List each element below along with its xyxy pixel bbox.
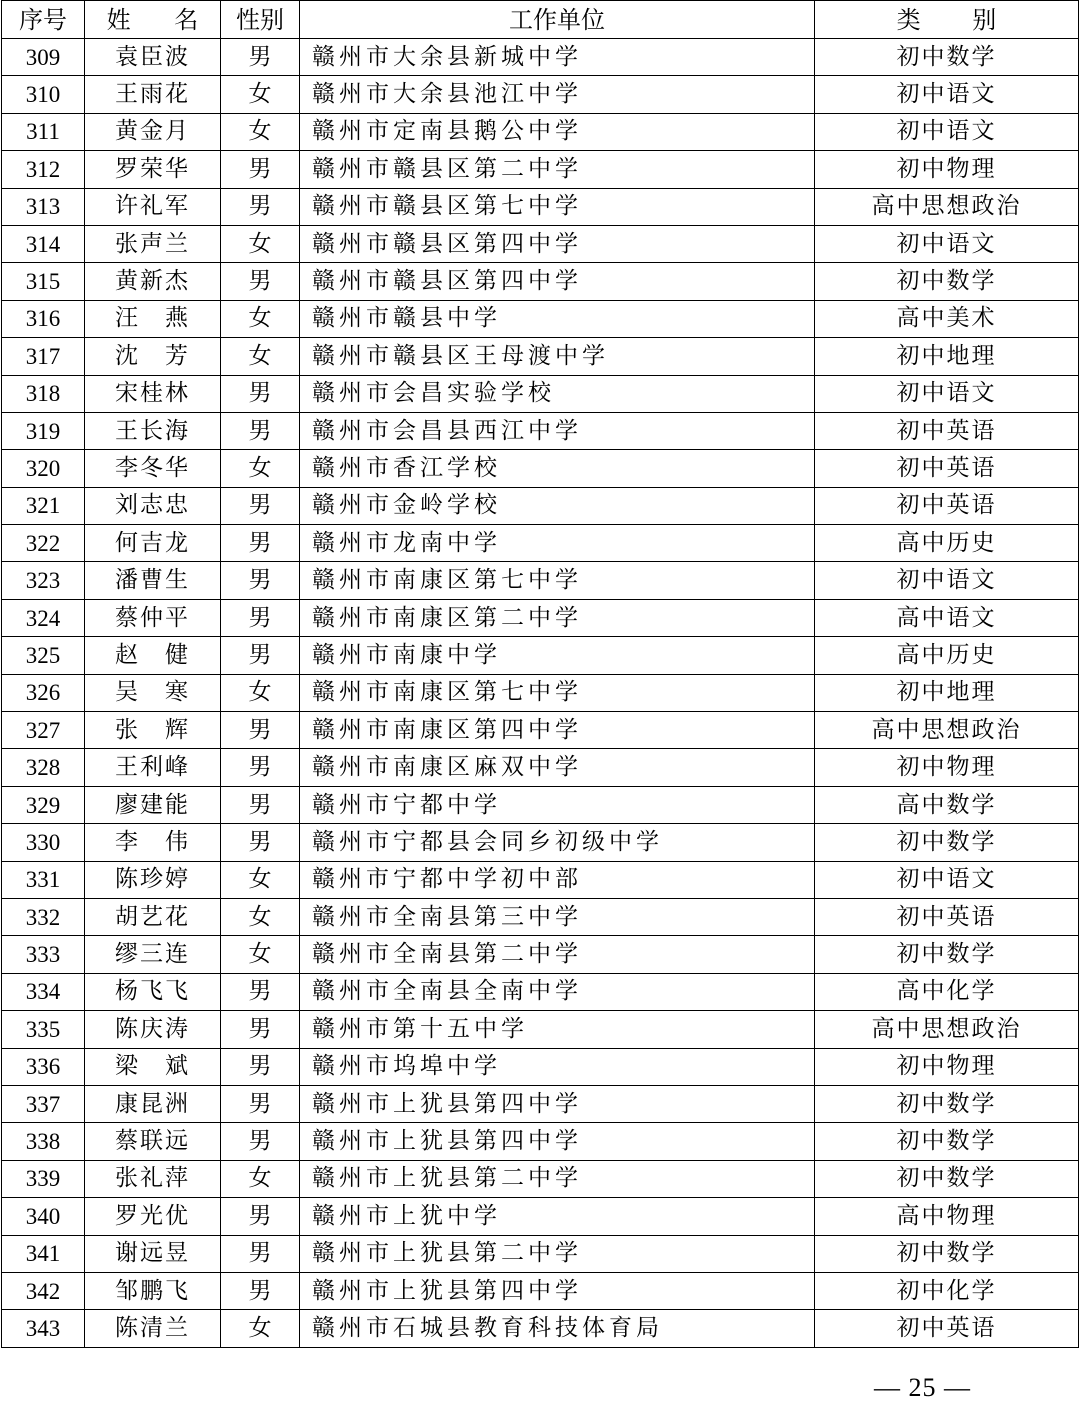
table-row xyxy=(2,375,1079,412)
cell-category: 初中数学 xyxy=(815,936,1079,973)
cell-no: 318 xyxy=(2,375,85,412)
cell-sex: 女 xyxy=(221,113,300,150)
table-row xyxy=(2,1198,1079,1235)
cell-unit: 赣州市金岭学校 xyxy=(300,487,815,524)
cell-sex: 男 xyxy=(221,1235,300,1272)
cell-category: 初中语文 xyxy=(815,375,1079,412)
cell-category: 初中英语 xyxy=(815,1310,1079,1347)
cell-category: 初中语文 xyxy=(815,562,1079,599)
cell-name: 袁臣波 xyxy=(85,39,221,76)
table-row xyxy=(2,712,1079,749)
cell-unit: 赣州市上犹县第二中学 xyxy=(300,1235,815,1272)
cell-no: 339 xyxy=(2,1160,85,1197)
cell-no: 323 xyxy=(2,562,85,599)
cell-unit: 赣州市上犹中学 xyxy=(300,1198,815,1235)
cell-name: 廖建能 xyxy=(85,786,221,823)
cell-no: 330 xyxy=(2,824,85,861)
header-sex: 性别 xyxy=(221,1,300,39)
cell-unit: 赣州市南康区第二中学 xyxy=(300,599,815,636)
cell-no: 343 xyxy=(2,1310,85,1347)
cell-name: 王雨花 xyxy=(85,76,221,113)
cell-no: 338 xyxy=(2,1123,85,1160)
cell-unit: 赣州市上犹县第四中学 xyxy=(300,1272,815,1309)
cell-no: 311 xyxy=(2,113,85,150)
cell-name: 陈清兰 xyxy=(85,1310,221,1347)
cell-category: 初中语文 xyxy=(815,861,1079,898)
cell-category: 初中数学 xyxy=(815,263,1079,300)
cell-no: 335 xyxy=(2,1011,85,1048)
cell-name: 蔡仲平 xyxy=(85,599,221,636)
table-header-row xyxy=(2,1,1079,39)
cell-unit: 赣州市赣县区第七中学 xyxy=(300,188,815,225)
cell-category: 高中思想政治 xyxy=(815,188,1079,225)
cell-no: 324 xyxy=(2,599,85,636)
cell-name: 张声兰 xyxy=(85,225,221,262)
cell-no: 322 xyxy=(2,525,85,562)
table-row xyxy=(2,898,1079,935)
cell-unit: 赣州市全南县第二中学 xyxy=(300,936,815,973)
cell-name: 李冬华 xyxy=(85,450,221,487)
cell-name: 刘志忠 xyxy=(85,487,221,524)
cell-sex: 女 xyxy=(221,338,300,375)
table-row xyxy=(2,412,1079,449)
roster-table-container xyxy=(1,0,1078,1348)
cell-no: 334 xyxy=(2,973,85,1010)
cell-no: 327 xyxy=(2,712,85,749)
cell-name: 黄金月 xyxy=(85,113,221,150)
cell-name: 罗荣华 xyxy=(85,151,221,188)
header-unit: 工作单位 xyxy=(300,1,815,39)
cell-no: 315 xyxy=(2,263,85,300)
cell-name: 宋桂林 xyxy=(85,375,221,412)
cell-no: 319 xyxy=(2,412,85,449)
cell-category: 初中化学 xyxy=(815,1272,1079,1309)
table-row xyxy=(2,1011,1079,1048)
cell-sex: 男 xyxy=(221,599,300,636)
cell-no: 310 xyxy=(2,76,85,113)
cell-name: 梁 斌 xyxy=(85,1048,221,1085)
table-row xyxy=(2,637,1079,674)
cell-sex: 男 xyxy=(221,487,300,524)
cell-category: 初中英语 xyxy=(815,898,1079,935)
cell-no: 313 xyxy=(2,188,85,225)
cell-sex: 男 xyxy=(221,824,300,861)
cell-category: 初中数学 xyxy=(815,824,1079,861)
cell-unit: 赣州市赣县区王母渡中学 xyxy=(300,338,815,375)
cell-name: 胡艺花 xyxy=(85,898,221,935)
cell-category: 初中语文 xyxy=(815,113,1079,150)
cell-sex: 男 xyxy=(221,263,300,300)
cell-unit: 赣州市宁都中学初中部 xyxy=(300,861,815,898)
cell-unit: 赣州市香江学校 xyxy=(300,450,815,487)
table-row xyxy=(2,786,1079,823)
table-row xyxy=(2,76,1079,113)
cell-category: 初中数学 xyxy=(815,1160,1079,1197)
cell-category: 高中美术 xyxy=(815,300,1079,337)
cell-unit: 赣州市大余县新城中学 xyxy=(300,39,815,76)
cell-no: 329 xyxy=(2,786,85,823)
header-no: 序号 xyxy=(2,1,85,39)
cell-name: 张礼萍 xyxy=(85,1160,221,1197)
table-row xyxy=(2,263,1079,300)
cell-unit: 赣州市南康中学 xyxy=(300,637,815,674)
cell-sex: 男 xyxy=(221,1198,300,1235)
cell-category: 初中英语 xyxy=(815,450,1079,487)
table-row xyxy=(2,1048,1079,1085)
cell-unit: 赣州市南康区第七中学 xyxy=(300,674,815,711)
cell-name: 缪三连 xyxy=(85,936,221,973)
cell-unit: 赣州市宁都中学 xyxy=(300,786,815,823)
cell-name: 谢远昱 xyxy=(85,1235,221,1272)
cell-sex: 男 xyxy=(221,412,300,449)
cell-no: 325 xyxy=(2,637,85,674)
cell-unit: 赣州市上犹县第二中学 xyxy=(300,1160,815,1197)
cell-name: 汪 燕 xyxy=(85,300,221,337)
cell-category: 高中思想政治 xyxy=(815,1011,1079,1048)
cell-sex: 男 xyxy=(221,1085,300,1122)
cell-category: 高中数学 xyxy=(815,786,1079,823)
cell-unit: 赣州市第十五中学 xyxy=(300,1011,815,1048)
cell-category: 初中物理 xyxy=(815,749,1079,786)
cell-no: 309 xyxy=(2,39,85,76)
cell-name: 邹鹏飞 xyxy=(85,1272,221,1309)
cell-unit: 赣州市赣县区第四中学 xyxy=(300,263,815,300)
cell-unit: 赣州市赣县中学 xyxy=(300,300,815,337)
cell-name: 李 伟 xyxy=(85,824,221,861)
cell-unit: 赣州市宁都县会同乡初级中学 xyxy=(300,824,815,861)
cell-name: 吴 寒 xyxy=(85,674,221,711)
cell-category: 初中地理 xyxy=(815,338,1079,375)
cell-sex: 男 xyxy=(221,973,300,1010)
cell-unit: 赣州市赣县区第四中学 xyxy=(300,225,815,262)
table-row xyxy=(2,562,1079,599)
cell-unit: 赣州市会昌实验学校 xyxy=(300,375,815,412)
cell-sex: 女 xyxy=(221,674,300,711)
cell-no: 336 xyxy=(2,1048,85,1085)
cell-no: 333 xyxy=(2,936,85,973)
table-row xyxy=(2,450,1079,487)
cell-no: 316 xyxy=(2,300,85,337)
table-row xyxy=(2,188,1079,225)
table-row xyxy=(2,1123,1079,1160)
cell-sex: 男 xyxy=(221,1011,300,1048)
cell-category: 初中物理 xyxy=(815,1048,1079,1085)
cell-no: 320 xyxy=(2,450,85,487)
cell-category: 初中英语 xyxy=(815,412,1079,449)
cell-category: 初中语文 xyxy=(815,225,1079,262)
table-row xyxy=(2,300,1079,337)
cell-sex: 男 xyxy=(221,375,300,412)
cell-no: 332 xyxy=(2,898,85,935)
cell-category: 高中历史 xyxy=(815,637,1079,674)
table-row xyxy=(2,936,1079,973)
table-row xyxy=(2,1310,1079,1347)
table-row xyxy=(2,749,1079,786)
cell-name: 陈珍婷 xyxy=(85,861,221,898)
cell-name: 康昆洲 xyxy=(85,1085,221,1122)
cell-name: 罗光优 xyxy=(85,1198,221,1235)
cell-sex: 男 xyxy=(221,637,300,674)
cell-unit: 赣州市石城县教育科技体育局 xyxy=(300,1310,815,1347)
table-row xyxy=(2,1272,1079,1309)
cell-unit: 赣州市会昌县西江中学 xyxy=(300,412,815,449)
table-row xyxy=(2,674,1079,711)
table-row xyxy=(2,525,1079,562)
table-row xyxy=(2,599,1079,636)
cell-sex: 女 xyxy=(221,936,300,973)
cell-sex: 女 xyxy=(221,861,300,898)
cell-name: 蔡联远 xyxy=(85,1123,221,1160)
cell-no: 312 xyxy=(2,151,85,188)
cell-name: 陈庆涛 xyxy=(85,1011,221,1048)
cell-unit: 赣州市坞埠中学 xyxy=(300,1048,815,1085)
cell-category: 初中语文 xyxy=(815,76,1079,113)
cell-unit: 赣州市定南县鹅公中学 xyxy=(300,113,815,150)
cell-category: 初中物理 xyxy=(815,151,1079,188)
cell-sex: 女 xyxy=(221,898,300,935)
cell-name: 许礼军 xyxy=(85,188,221,225)
cell-no: 326 xyxy=(2,674,85,711)
table-row xyxy=(2,1085,1079,1122)
table-row xyxy=(2,225,1079,262)
cell-unit: 赣州市大余县池江中学 xyxy=(300,76,815,113)
table-row xyxy=(2,487,1079,524)
cell-category: 高中物理 xyxy=(815,1198,1079,1235)
cell-unit: 赣州市龙南中学 xyxy=(300,525,815,562)
cell-unit: 赣州市上犹县第四中学 xyxy=(300,1085,815,1122)
cell-unit: 赣州市南康区麻双中学 xyxy=(300,749,815,786)
table-body xyxy=(2,39,1079,1348)
roster-table xyxy=(1,0,1079,1348)
cell-sex: 男 xyxy=(221,525,300,562)
table-row xyxy=(2,39,1079,76)
cell-no: 331 xyxy=(2,861,85,898)
cell-sex: 男 xyxy=(221,39,300,76)
cell-no: 317 xyxy=(2,338,85,375)
table-row xyxy=(2,338,1079,375)
cell-name: 何吉龙 xyxy=(85,525,221,562)
cell-sex: 男 xyxy=(221,786,300,823)
cell-name: 王长海 xyxy=(85,412,221,449)
cell-no: 342 xyxy=(2,1272,85,1309)
cell-sex: 女 xyxy=(221,225,300,262)
cell-category: 高中化学 xyxy=(815,973,1079,1010)
header-category: 类 别 xyxy=(815,1,1079,39)
cell-unit: 赣州市赣县区第二中学 xyxy=(300,151,815,188)
cell-sex: 男 xyxy=(221,1272,300,1309)
cell-name: 黄新杰 xyxy=(85,263,221,300)
table-row xyxy=(2,824,1079,861)
table-row xyxy=(2,151,1079,188)
cell-no: 340 xyxy=(2,1198,85,1235)
cell-category: 高中语文 xyxy=(815,599,1079,636)
cell-no: 314 xyxy=(2,225,85,262)
cell-category: 初中地理 xyxy=(815,674,1079,711)
cell-category: 初中数学 xyxy=(815,1123,1079,1160)
cell-category: 初中数学 xyxy=(815,1235,1079,1272)
cell-unit: 赣州市全南县第三中学 xyxy=(300,898,815,935)
cell-sex: 男 xyxy=(221,188,300,225)
cell-sex: 男 xyxy=(221,712,300,749)
cell-category: 初中数学 xyxy=(815,39,1079,76)
cell-sex: 男 xyxy=(221,1123,300,1160)
table-row xyxy=(2,861,1079,898)
table-row xyxy=(2,113,1079,150)
cell-no: 337 xyxy=(2,1085,85,1122)
cell-sex: 男 xyxy=(221,562,300,599)
cell-sex: 男 xyxy=(221,151,300,188)
cell-sex: 男 xyxy=(221,1048,300,1085)
table-row xyxy=(2,973,1079,1010)
cell-sex: 女 xyxy=(221,300,300,337)
cell-sex: 女 xyxy=(221,1160,300,1197)
cell-unit: 赣州市全南县全南中学 xyxy=(300,973,815,1010)
cell-sex: 女 xyxy=(221,76,300,113)
cell-name: 王利峰 xyxy=(85,749,221,786)
cell-category: 高中历史 xyxy=(815,525,1079,562)
cell-sex: 男 xyxy=(221,749,300,786)
cell-no: 328 xyxy=(2,749,85,786)
cell-sex: 女 xyxy=(221,1310,300,1347)
table-row xyxy=(2,1160,1079,1197)
cell-category: 初中数学 xyxy=(815,1085,1079,1122)
cell-category: 高中思想政治 xyxy=(815,712,1079,749)
cell-name: 张 辉 xyxy=(85,712,221,749)
cell-name: 沈 芳 xyxy=(85,338,221,375)
cell-name: 赵 健 xyxy=(85,637,221,674)
header-name: 姓 名 xyxy=(85,1,221,39)
cell-no: 321 xyxy=(2,487,85,524)
cell-name: 潘曹生 xyxy=(85,562,221,599)
cell-sex: 女 xyxy=(221,450,300,487)
cell-unit: 赣州市南康区第七中学 xyxy=(300,562,815,599)
cell-unit: 赣州市南康区第四中学 xyxy=(300,712,815,749)
cell-unit: 赣州市上犹县第四中学 xyxy=(300,1123,815,1160)
cell-no: 341 xyxy=(2,1235,85,1272)
page-number: — 25 — xyxy=(874,1373,971,1402)
table-row xyxy=(2,1235,1079,1272)
cell-name: 杨飞飞 xyxy=(85,973,221,1010)
cell-category: 初中英语 xyxy=(815,487,1079,524)
